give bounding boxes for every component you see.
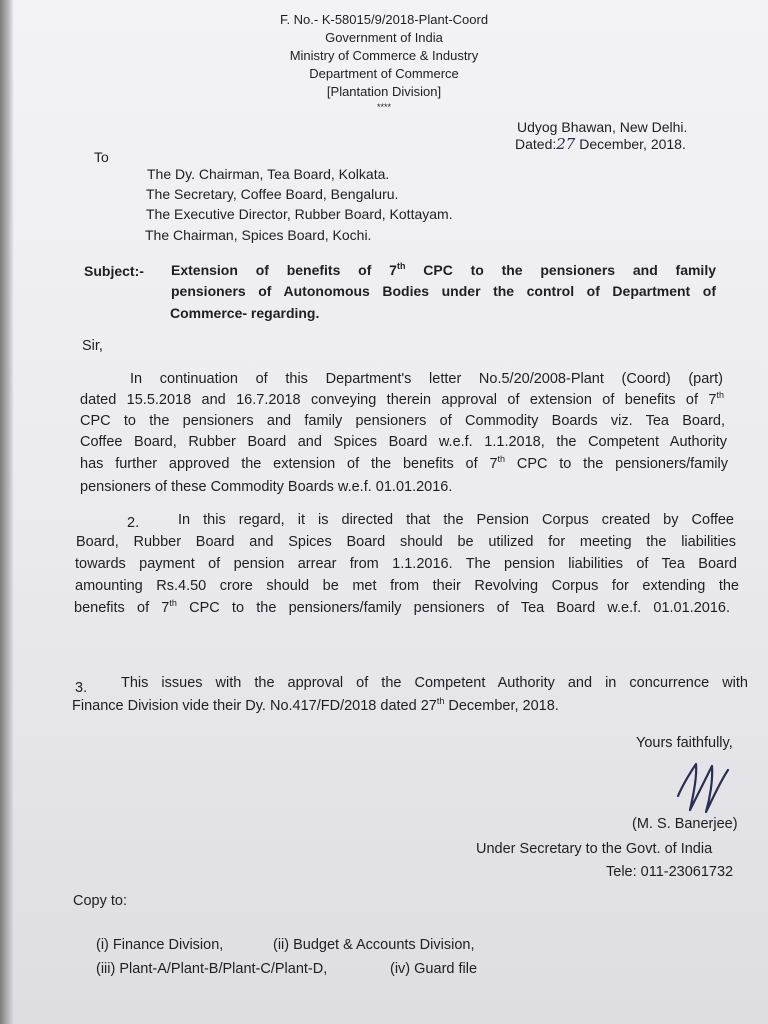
para2-line-4: amounting Rs.4.50 crore should be met from their Revolving Corpus for extending the: [75, 578, 739, 594]
ministry-line: Ministry of Commerce & Industry: [289, 48, 479, 63]
subject-line-2: pensioners of Autonomous Bodies under the control of Department of: [171, 283, 716, 299]
para3-number: 3.: [75, 680, 88, 696]
government-line: Government of India: [325, 30, 443, 45]
copy-to-finance: (i) Finance Division,: [96, 937, 224, 953]
division-line: [Plantation Division]: [326, 84, 442, 99]
para2-line-3: towards payment of pension arrear from 1.1.2016. The pension liabilities of Tea Board: [75, 556, 737, 572]
para1-line-2: dated 15.5.2018 and 16.7.2018 conveying therein approval of extension of benefits of 7th: [80, 390, 724, 408]
para3-line-1: This issues with the approval of the Competent Authority and in concurrence with: [121, 675, 748, 691]
signatory-telephone: Tele: 011-23061732: [606, 864, 734, 880]
para2-number: 2.: [127, 515, 140, 531]
handwritten-day: 27: [556, 135, 576, 153]
date-line: [515, 135, 686, 153]
recipient-3: The Executive Director, Rubber Board, Kottayam.: [146, 206, 453, 222]
signatory-designation: Under Secretary to the Govt. of India: [476, 841, 713, 857]
recipient-2: The Secretary, Coffee Board, Bengaluru.: [146, 186, 399, 202]
department-line: Department of Commerce: [309, 66, 459, 81]
para1-line-6: pensioners of these Commodity Boards w.e.f. 01.01.2016.: [80, 479, 453, 495]
copy-to-plants: (iii) Plant-A/Plant-B/Plant-C/Plant-D,: [96, 961, 328, 977]
copy-to-guard-file: (iv) Guard file: [390, 961, 478, 977]
para2-line-2: Board, Rubber Board and Spices Board should be utilized for meeting the liabilities: [76, 534, 736, 550]
signatory-name: (M. S. Banerjee): [632, 816, 738, 832]
para1-line-1: In continuation of this Department's letter No.5/20/2008-Plant (Coord) (part): [130, 371, 723, 387]
header-stars: ****: [376, 102, 391, 112]
subject-line-1: Extension of benefits of 7th CPC to the pensioners and family: [171, 261, 716, 278]
to-label: To: [94, 149, 109, 165]
dated-label: Dated:: [515, 136, 557, 152]
para1-line-5: has further approved the extension of the benefits of 7th CPC to the pensioners/family: [80, 454, 728, 472]
copy-to-label: Copy to:: [73, 893, 127, 909]
recipient-4: The Chairman, Spices Board, Kochi.: [145, 227, 372, 243]
file-number: F. No.- K-58015/9/2018-Plant-Coord: [279, 12, 489, 27]
subject-label: Subject:-: [84, 263, 144, 279]
page-edge-shadow: [0, 0, 14, 1024]
subject-line-3: Commerce- regarding.: [170, 305, 320, 321]
salutation: Sir,: [82, 338, 103, 354]
recipient-1: The Dy. Chairman, Tea Board, Kolkata.: [147, 166, 390, 182]
para2-line-5: benefits of 7th CPC to the pensioners/family pensioners of Tea Board w.e.f. 01.01.2016.: [74, 598, 731, 616]
yours-faithfully: Yours faithfully,: [636, 735, 733, 751]
date-month-year: December, 2018.: [579, 136, 686, 152]
handwritten-signature: [670, 752, 740, 822]
para1-line-4: Coffee Board, Rubber Board and Spices Board w.e.f. 1.1.2018, the Competent Authority: [80, 434, 727, 450]
copy-to-budget: (ii) Budget & Accounts Division,: [273, 937, 475, 953]
para1-line-3: CPC to the pensioners and family pensioners of Commodity Boards viz. Tea Board,: [80, 413, 725, 429]
para2-line-1: In this regard, it is directed that the Pension Corpus created by Coffee: [178, 512, 734, 528]
para3-line-2: Finance Division vide their Dy. No.417/FD/2018 dated 27th December, 2018.: [72, 696, 559, 714]
place-line: Udyog Bhawan, New Delhi.: [517, 119, 688, 135]
